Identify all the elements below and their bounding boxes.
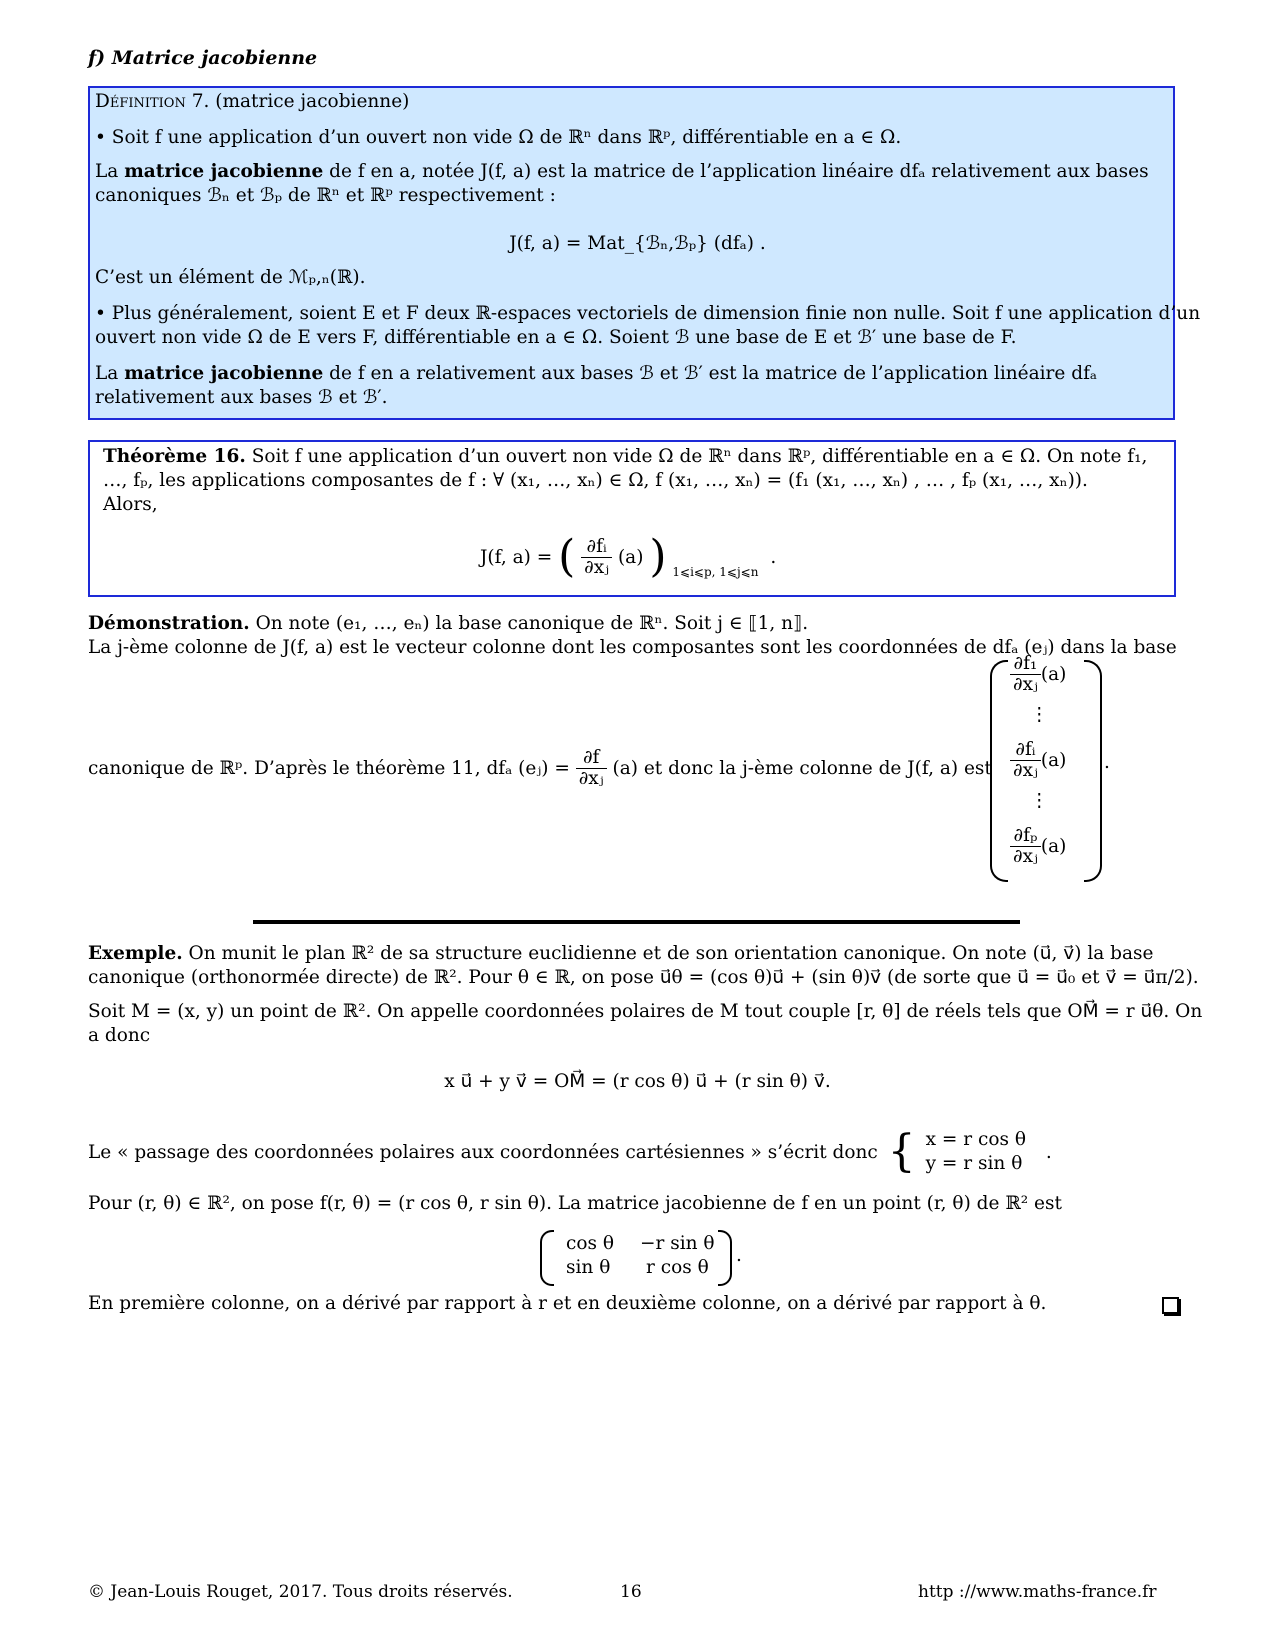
proof-line-1 <box>88 612 808 636</box>
column-arg-1: (a) <box>1040 664 1067 685</box>
def-p1-pre: La <box>95 161 119 182</box>
column-num-p: ∂fₚ <box>1010 826 1041 847</box>
column-den-p: ∂xⱼ <box>1013 846 1038 867</box>
proof-frac-num: ∂f <box>576 748 607 769</box>
theorem-line-2: …, fₚ, les applications composantes de f : ∀ (x₁, …, xₙ) ∈ Ω, f (x₁, …, xₙ) = (f₁ (x₁, …, xₙ) , … , fₚ (x₁, …, xₙ)). <box>103 470 1088 491</box>
column-den-i: ∂xⱼ <box>1013 760 1038 781</box>
column-num-i: ∂fᵢ <box>1010 740 1041 761</box>
system <box>926 1128 1026 1176</box>
proof-frac-den: ∂xⱼ <box>578 768 604 789</box>
proof-fraction <box>576 748 607 789</box>
matrix-cell-1-1: cos θ <box>566 1233 615 1254</box>
matrix-cell-2-1: sin θ <box>566 1257 611 1278</box>
matrix-paren-left <box>540 1230 554 1286</box>
theorem-formula-left: J(f, a) = <box>480 546 553 568</box>
definition-paragraph-2 <box>95 362 1097 386</box>
separator-rule <box>253 920 1020 924</box>
example-passage <box>88 1128 1052 1176</box>
column-entry-i <box>1010 740 1066 781</box>
theorem-fraction <box>581 537 612 578</box>
footer-page-number: 16 <box>620 1582 642 1602</box>
theorem-frac-num: ∂fᵢ <box>581 537 612 558</box>
definition-formula: J(f, a) = Mat_{ℬₙ,ℬₚ} (dfₐ) . <box>509 233 766 254</box>
matrix-cell-2-2: r cos θ <box>646 1257 709 1278</box>
section-title: f) Matrice jacobienne <box>88 47 318 69</box>
definition-heading: Définition 7. <box>95 91 210 112</box>
example-line-5: Pour (r, θ) ∈ ℝ², on pose f(r, θ) = (r cos θ, r sin θ). La matrice jacobienne de f en un point (r, θ) de ℝ² est <box>88 1193 1062 1214</box>
def-p2-pre: La <box>95 363 119 384</box>
example-line-4: a donc <box>88 1025 151 1046</box>
proof-heading: Démonstration. <box>88 613 250 634</box>
proof-line-3-post: (a) et donc la j-ème colonne de J(f, a) est <box>612 758 992 779</box>
example-line-6: En première colonne, on a dérivé par rapport à r et en deuxième colonne, on a dérivé par rapport à θ. <box>88 1293 1047 1314</box>
column-arg-p: (a) <box>1040 836 1067 857</box>
theorem-formula-index: 1⩽i⩽p, 1⩽j⩽n <box>672 565 759 579</box>
footer-url[interactable]: http ://www.maths-france.fr <box>918 1582 1157 1602</box>
system-eq-2: y = r sin θ <box>925 1153 1023 1174</box>
def-p2-post: de f en a relativement aux bases ℬ et ℬ′ est la matrice de l’application linéaire dfₐ <box>329 363 1098 384</box>
column-paren-left <box>990 660 1008 882</box>
theorem-formula-arg: (a) <box>617 546 644 568</box>
definition-paragraph-1 <box>95 160 1165 184</box>
qed-square <box>1162 1297 1179 1314</box>
theorem-paren-open: ( <box>558 531 576 582</box>
theorem-heading: Théorème 16. <box>103 446 246 467</box>
definition-bullet-2-line-2: ouvert non vide Ω de E vers F, différentiable en a ∈ Ω. Soient ℬ une base de E et ℬ′ une base de F. <box>95 327 1017 348</box>
column-vdots-1: ⋮ <box>1030 704 1049 725</box>
def-p2-bold: matrice jacobienne <box>124 363 324 384</box>
system-brace: { <box>887 1126 916 1177</box>
definition-paragraph-2-line-2: relativement aux bases ℬ et ℬ′. <box>95 387 388 408</box>
definition-heading-line <box>95 90 409 114</box>
definition-element: C’est un élément de ℳₚ,ₙ(ℝ). <box>95 267 366 288</box>
column-paren-right <box>1084 660 1102 882</box>
matrix-paren-right <box>718 1230 732 1286</box>
def-p1-bold: matrice jacobienne <box>124 161 324 182</box>
theorem-line-3: Alors, <box>103 494 158 515</box>
example-formula-1: x u⃗ + y v⃗ = OM⃗ = (r cos θ) u⃗ + (r sin θ) v⃗. <box>444 1071 831 1092</box>
theorem-paren-close: ) <box>649 531 667 582</box>
theorem-formula-end: . <box>770 546 777 568</box>
column-arg-i: (a) <box>1040 750 1067 771</box>
example-passage-text: Le « passage des coordonnées polaires aux coordonnées cartésiennes » s’écrit donc <box>88 1141 878 1163</box>
theorem-frac-den: ∂xⱼ <box>584 556 610 578</box>
theorem-line-1 <box>103 445 1147 469</box>
definition-bullet-1: • Soit f une application d’un ouvert non vide Ω de ℝⁿ dans ℝᵖ, différentiable en a ∈ Ω. <box>95 127 902 148</box>
example-line-1 <box>88 942 1153 966</box>
definition-paragraph-1-line-2: canoniques ℬₙ et ℬₚ de ℝⁿ et ℝᵖ respectivement : <box>95 185 556 206</box>
example-line-2: canonique (orthonormée directe) de ℝ². Pour θ ∈ ℝ, on pose u⃗θ = (cos θ)u⃗ + (sin θ)v⃗ (de sorte que u⃗ = u⃗₀ et v⃗ = u⃗π/2). <box>88 967 1199 988</box>
system-end: . <box>1045 1141 1052 1163</box>
theorem-formula <box>480 531 777 595</box>
matrix-end: . <box>736 1245 742 1266</box>
proof-text-1: On note (e₁, …, eₙ) la base canonique de ℝⁿ. Soit j ∈ ⟦1, n⟧. <box>255 613 809 634</box>
system-eq-1: x = r cos θ <box>925 1129 1026 1150</box>
column-end: . <box>1104 752 1110 773</box>
matrix-cell-1-2: −r sin θ <box>640 1233 715 1254</box>
column-entry-p <box>1010 826 1066 867</box>
proof-line-3-pre: canonique de ℝᵖ. D’après le théorème 11, dfₐ (eⱼ) = <box>88 758 570 779</box>
def-p1-post: de f en a, notée J(f, a) est la matrice de l’application linéaire dfₐ relativement aux bases <box>329 161 1149 182</box>
column-vdots-2: ⋮ <box>1030 790 1049 811</box>
column-entry-1 <box>1010 654 1066 695</box>
footer-copyright: © Jean-Louis Rouget, 2017. Tous droits réservés. <box>88 1582 513 1602</box>
proof-line-3 <box>88 748 992 789</box>
example-text-1: On munit le plan ℝ² de sa structure euclidienne et de son orientation canonique. On note (u⃗, v⃗) la base <box>188 943 1154 964</box>
proof-line-2: La j-ème colonne de J(f, a) est le vecteur colonne dont les composantes sont les coordonnées de dfₐ (eⱼ) dans la base <box>88 637 1177 658</box>
example-line-3: Soit M = (x, y) un point de ℝ². On appelle coordonnées polaires de M tout couple [r, θ] de réels tels que OM⃗ = r u⃗θ. On <box>88 1001 1203 1022</box>
definition-subtitle: (matrice jacobienne) <box>215 91 410 112</box>
example-heading: Exemple. <box>88 943 183 964</box>
column-den-1: ∂xⱼ <box>1013 674 1038 695</box>
theorem-text-1: Soit f une application d’un ouvert non vide Ω de ℝⁿ dans ℝᵖ, différentiable en a ∈ Ω. On note f₁, <box>251 446 1148 467</box>
column-num-1: ∂f₁ <box>1010 654 1041 675</box>
definition-bullet-2: • Plus généralement, soient E et F deux ℝ-espaces vectoriels de dimension finie non nulle. Soit f une application d’un <box>95 303 1201 324</box>
